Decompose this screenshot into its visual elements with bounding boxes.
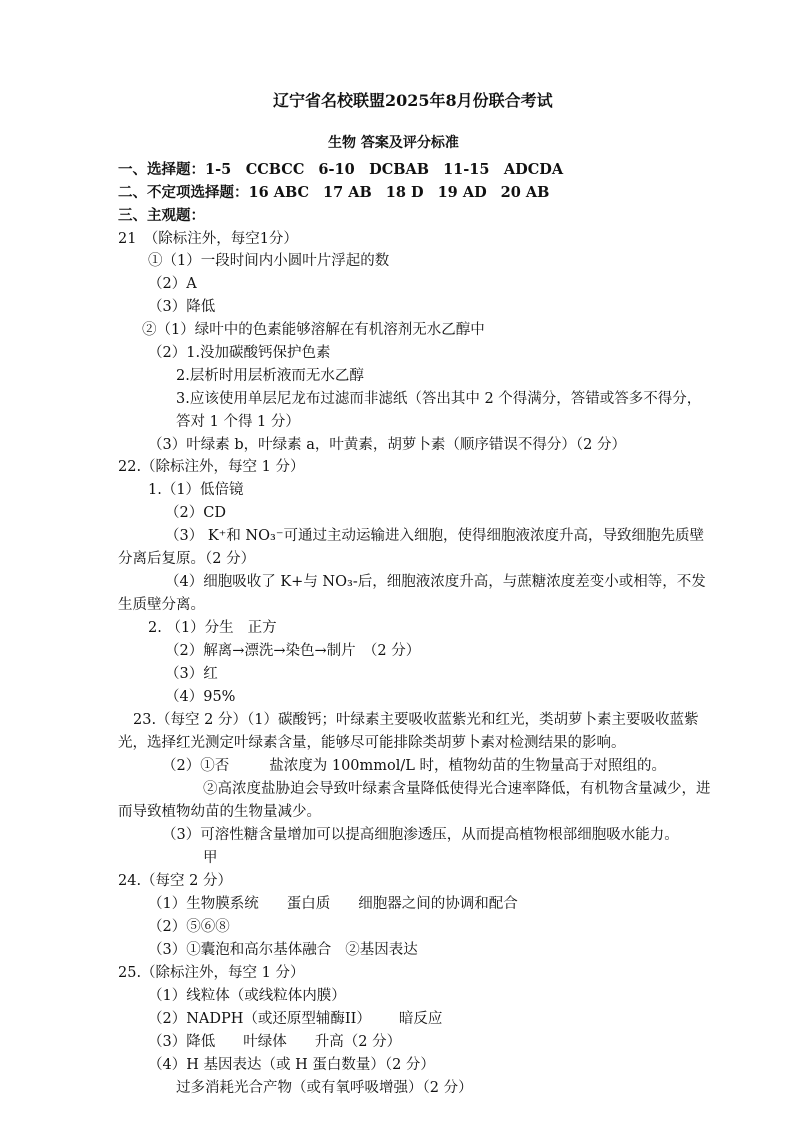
- answer-18: 18 D: [385, 184, 424, 201]
- q21-line-7: 3.应该使用单层尼龙布过滤而非滤纸（答出其中 2 个得满分，答错或答多不得分，: [176, 391, 702, 407]
- q23-line-7: 甲: [203, 850, 218, 866]
- q25-line-3: [148, 1032, 401, 1052]
- q24-1-c: 细胞器之间的协调和配合: [358, 896, 518, 912]
- q24-1-a: （1）生物膜系统: [148, 896, 259, 912]
- document-subtitle: [328, 133, 459, 153]
- q23-2-judgement: （2）①否: [162, 758, 230, 774]
- q25-line-2: [148, 1009, 442, 1029]
- q22-header: 22.（除标注外，每空 1 分）: [118, 459, 305, 475]
- q23-2-reason: 盐浓度为 100mmol/L 时，植物幼苗的生物量高于对照组的。: [269, 758, 667, 774]
- multi-choice-answers-line: [118, 183, 549, 203]
- choice-label: 一、选择题：: [118, 161, 205, 178]
- q25-3-c: 升高（2 分）: [314, 1034, 402, 1050]
- q21-header: 21 （除标注外，每空1分）: [118, 231, 298, 247]
- q21-line-8: 答对 1 个得 1 分）: [176, 414, 300, 430]
- q21-line-5: （2）1.没加碳酸钙保护色素: [148, 345, 331, 361]
- q21-line-2: （2）A: [148, 276, 197, 292]
- q25-header: 25.（除标注外，每空 1 分）: [118, 965, 305, 981]
- q25-3-a: （3）降低: [148, 1034, 216, 1050]
- q23-line-6: （3）可溶性糖含量增加可以提高细胞渗透压，从而提高植物根部细胞吸水能力。: [162, 827, 679, 843]
- choice-answers-line: [118, 160, 563, 180]
- answer-17: 17 AB: [323, 184, 372, 201]
- q23-line-3: [162, 756, 666, 776]
- q25-2-a: （2）NADPH（或还原型辅酶II）: [148, 1011, 371, 1027]
- subject-label: 生物: [328, 135, 356, 151]
- q22-line-1: 1.（1）低倍镜: [148, 482, 244, 498]
- q22-line-10: （4）95%: [165, 689, 236, 705]
- q22-line-4: 分离后复原。（2 分）: [118, 551, 256, 567]
- q24-line-2: （2）⑤⑥⑧: [148, 919, 230, 935]
- q24-header: 24.（每空 2 分）: [118, 873, 233, 889]
- q21-line-4: ②（1）绿叶中的色素能够溶解在有机溶剂无水乙醇中: [142, 322, 485, 338]
- document-title: 辽宁省名校联盟2025年8月份联合考试: [273, 91, 553, 110]
- answer-19: 19 AD: [437, 184, 487, 201]
- q23-line-1: 23.（每空 2 分）（1）碳酸钙；叶绿素主要吸收蓝紫光和红光，类胡萝卜素主要吸收蓝紫: [133, 712, 699, 728]
- q21-line-6: 2.层析时用层析液而无水乙醇: [176, 368, 364, 384]
- q22-line-6: 生质壁分离。: [118, 597, 205, 613]
- q23-line-2: 光，选择红光测定叶绿素含量，能够尽可能排除类胡萝卜素对检测结果的影响。: [118, 735, 626, 751]
- choice-group-2: 6-10 DCBAB: [318, 161, 430, 178]
- q23-line-4: ②高浓度盐胁迫会导致叶绿素含量降低使得光合速率降低，有机物含量减少，进: [203, 781, 711, 797]
- multi-label: 二、不定项选择题：: [118, 184, 249, 201]
- q24-line-3: [148, 940, 418, 960]
- q24-3-b: ②基因表达: [345, 942, 418, 958]
- choice-group-1: 1-5 CCBCC: [205, 161, 305, 178]
- q24-3-a: （3）①囊泡和高尔基体融合: [148, 942, 332, 958]
- q25-2-b: 暗反应: [398, 1011, 443, 1027]
- q25-line-4: （4）H 基因表达（或 H 蛋白数量）（2 分）: [148, 1057, 435, 1073]
- q22-line-3: （3） K⁺和 NO₃⁻可通过主动运输进入细胞，使得细胞液浓度升高，导致细胞先质壁: [165, 528, 704, 544]
- q21-line-1: ①（1）一段时间内小圆叶片浮起的数: [148, 253, 390, 269]
- q21-line-3: （3）降低: [148, 299, 216, 315]
- subtitle-text: 答案及评分标准: [360, 135, 459, 151]
- q21-line-9: （3）叶绿素 b，叶绿素 a，叶黄素，胡萝卜素（顺序错误不得分）（2 分）: [148, 437, 626, 453]
- q25-3-b: 叶绿体: [243, 1034, 287, 1050]
- choice-group-3: 11-15 ADCDA: [443, 161, 564, 178]
- q22-part2-a1b: 正方: [247, 620, 277, 636]
- q22-line-7: [148, 618, 277, 638]
- q22-line-8: （2）解离→漂洗→染色→制片 （2 分）: [165, 643, 421, 659]
- q24-1-b: 蛋白质: [286, 896, 331, 912]
- answer-16: 16 ABC: [248, 184, 310, 201]
- answer-20: 20 AB: [500, 184, 550, 201]
- q22-line-2: （2）CD: [165, 505, 226, 521]
- q24-line-1: [148, 894, 518, 914]
- q22-line-9: （3）红: [165, 666, 218, 682]
- q25-line-5: 过多消耗光合产物（或有氧呼吸增强）（2 分）: [176, 1080, 473, 1096]
- subjective-section-label: 三、主观题：: [118, 207, 205, 224]
- q22-part2-a1: 2. （1）分生: [148, 620, 234, 636]
- q25-line-1: （1）线粒体（或线粒体内膜）: [148, 988, 346, 1004]
- q22-line-5: （4）细胞吸收了 K+与 NO₃-后，细胞液浓度升高，与蔗糖浓度差变小或相等，不发: [165, 574, 706, 590]
- q23-line-5: 而导致植物幼苗的生物量减少。: [118, 804, 321, 820]
